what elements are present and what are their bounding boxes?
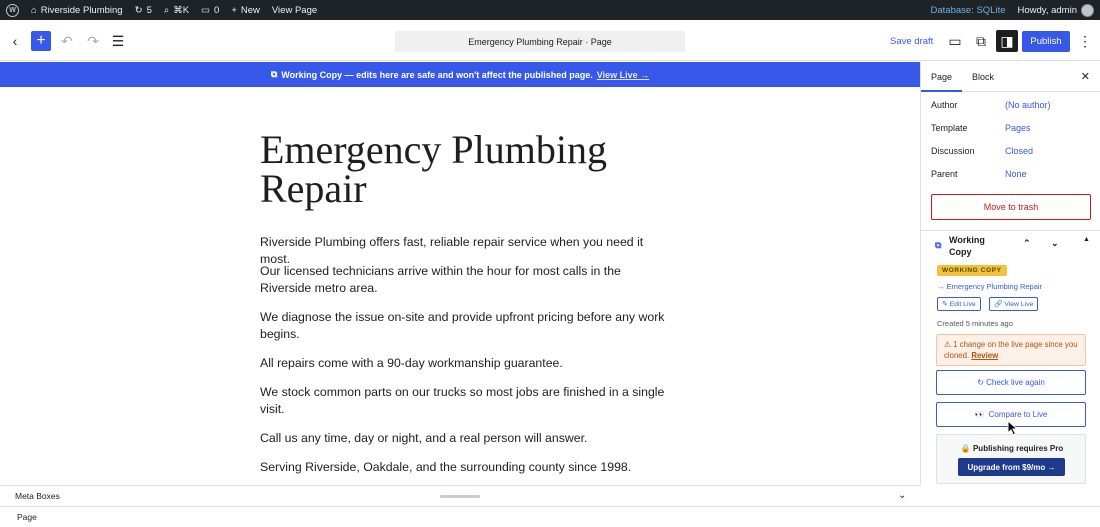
comments-link[interactable] [195, 0, 225, 20]
sidebar-tabs [921, 62, 1100, 92]
plus-icon: + [36, 32, 46, 49]
breadcrumb [0, 506, 1100, 527]
chevron-down-icon[interactable]: ⌄ [1051, 238, 1059, 248]
undo-button[interactable] [56, 30, 78, 52]
view-page-label: View Page [271, 4, 318, 16]
discussion-value[interactable]: Closed [1005, 146, 1034, 156]
pro-required-text [937, 444, 1087, 453]
tab-page-label: Page [931, 71, 953, 82]
parent-value[interactable]: None [1005, 169, 1027, 179]
resize-handle[interactable] [440, 495, 480, 498]
paragraph-block[interactable]: Call us any time, day or night, and a real person will answer. [260, 431, 588, 445]
new-content-link[interactable] [225, 0, 266, 20]
site-name-link[interactable] [25, 0, 129, 20]
chevron-up-icon[interactable]: ⌃ [1023, 238, 1031, 248]
desktop-icon: ▭ [948, 32, 962, 49]
author-label: Author [931, 100, 958, 110]
working-copy-badge: WORKING COPY [937, 265, 1007, 276]
discussion-label: Discussion [931, 146, 975, 156]
plus-icon: + [231, 4, 237, 16]
site-name-label: Riverside Plumbing [40, 4, 123, 16]
upgrade-button[interactable]: Upgrade from $9/mo → [958, 458, 1065, 476]
pro-required-label: Publishing requires Pro [972, 444, 1064, 453]
back-button[interactable] [4, 30, 26, 52]
database-label: Database: SQLite [930, 4, 1006, 16]
tab-block[interactable] [962, 62, 1004, 92]
paragraph-block[interactable]: Serving Riverside, Oakdale, and the surrounding county since 1998. [260, 460, 632, 474]
view-live-link[interactable]: View Live → [596, 69, 650, 80]
working-copy-icon: ⧉ [935, 240, 942, 250]
paragraph-block[interactable]: We diagnose the issue on-site and provide upfront pricing before any work begins. [260, 310, 665, 341]
updates-link[interactable] [129, 0, 158, 20]
review-link[interactable]: Review [971, 351, 999, 360]
page-title[interactable]: Emergency Plumbing Repair [260, 127, 607, 211]
publish-button[interactable] [1022, 31, 1070, 52]
close-icon[interactable]: ✕ [1080, 71, 1090, 83]
check-live-again-label: ↻ Check live again [977, 378, 1045, 387]
working-copy-banner [0, 62, 920, 87]
command-palette-bar[interactable] [395, 31, 685, 52]
collapse-icon[interactable]: ▲ [1083, 236, 1090, 243]
tab-block-label: Block [972, 71, 995, 82]
paragraph-block[interactable]: We stock common parts on our trucks so most jobs are finished in a single visit. [260, 385, 665, 416]
parent-label: Parent [931, 169, 958, 179]
tab-page[interactable] [921, 62, 962, 92]
meta-boxes-bar[interactable] [0, 485, 920, 506]
cursor-icon [1007, 420, 1019, 436]
comments-count: 0 [214, 4, 220, 16]
preview-button[interactable] [944, 30, 966, 52]
view-page-link[interactable] [266, 0, 323, 20]
home-icon: ⌂ [31, 4, 37, 16]
template-row [931, 123, 1096, 133]
wordpress-logo-button[interactable] [0, 0, 25, 20]
working-copy-panel-header[interactable] [935, 234, 1095, 260]
chevron-down-icon[interactable]: ⌄ [898, 490, 907, 501]
divider [921, 230, 1100, 231]
pro-upsell-box [936, 434, 1086, 484]
document-title: Emergency Plumbing Repair · Page [468, 36, 612, 47]
banner-text: Working Copy — edits here are safe and won't affect the published page. [281, 69, 593, 80]
search-shortcut: ⌘K [173, 4, 190, 16]
live-change-warning [936, 334, 1086, 366]
parent-row [931, 169, 1096, 179]
save-draft-button[interactable] [880, 31, 943, 52]
more-vertical-icon: ⋮ [1078, 32, 1092, 49]
copy-icon: ⧉ [976, 32, 986, 49]
database-indicator [925, 0, 1012, 20]
template-label: Template [931, 123, 968, 133]
author-value[interactable]: (No author) [1005, 100, 1051, 110]
eyes-icon: 👀 [974, 410, 985, 419]
comment-icon: ▭ [201, 4, 211, 16]
settings-sidebar-toggle[interactable] [996, 30, 1018, 52]
check-live-again-button[interactable] [936, 370, 1086, 395]
sidebar-icon: ◨ [1000, 32, 1014, 49]
panel-title: Working Copy [949, 235, 985, 257]
block-inserter-button[interactable] [31, 31, 51, 51]
discussion-row [931, 146, 1096, 156]
edit-live-button[interactable]: ✎ Edit Live [937, 297, 981, 311]
paragraph-block[interactable]: Our licensed technicians arrive within the hour for most calls in the Riverside metro area. [260, 264, 621, 295]
editor-canvas [0, 87, 920, 485]
document-overview-button[interactable] [107, 30, 129, 52]
refresh-icon: ↻ [134, 4, 143, 16]
lock-icon: 🔒 [960, 444, 971, 453]
paragraph-block[interactable]: Riverside Plumbing offers fast, reliable repair service when you need it most. [260, 235, 644, 266]
source-page-link[interactable]: → Emergency Plumbing Repair [937, 282, 1043, 291]
working-copy-icon: ⧉ [270, 69, 278, 79]
breadcrumb-page[interactable]: Page [17, 512, 37, 522]
move-to-trash-button[interactable] [931, 194, 1091, 220]
redo-button[interactable] [82, 30, 104, 52]
template-value[interactable]: Pages [1005, 123, 1031, 133]
redo-icon: ↷ [87, 32, 99, 49]
account-menu[interactable] [1012, 0, 1100, 20]
warning-icon: ⚠ [944, 340, 951, 349]
options-button[interactable] [1074, 30, 1096, 52]
compare-to-live-label: Compare to Live [988, 410, 1048, 419]
paragraph-block[interactable]: All repairs come with a 90-day workmanship guarantee. [260, 356, 563, 370]
howdy-label: Howdy, admin [1017, 4, 1077, 16]
warning-text: 1 change on the live page since you cloned. [944, 340, 1078, 360]
editor-toolbar [0, 20, 1100, 61]
avatar [1081, 4, 1094, 17]
author-row [931, 100, 1096, 110]
new-label: New [240, 4, 260, 16]
admin-bar [0, 0, 1100, 20]
working-copy-plugin-button[interactable] [970, 30, 992, 52]
meta-boxes-label: Meta Boxes [15, 491, 60, 501]
wordpress-icon: W [6, 4, 19, 17]
search-button[interactable] [158, 0, 195, 20]
save-draft-label: Save draft [890, 36, 934, 47]
list-view-icon: ☰ [111, 32, 125, 49]
undo-icon: ↶ [61, 32, 73, 49]
view-live-button[interactable]: 🔗 View Live [989, 297, 1038, 311]
chevron-left-icon: ‹ [12, 33, 18, 49]
move-to-trash-label: Move to trash [983, 202, 1039, 212]
updates-count: 5 [146, 4, 152, 16]
publish-label: Publish [1030, 36, 1062, 47]
created-timestamp: Created 5 minutes ago [937, 319, 1013, 328]
search-icon: ⌕ [163, 4, 170, 16]
